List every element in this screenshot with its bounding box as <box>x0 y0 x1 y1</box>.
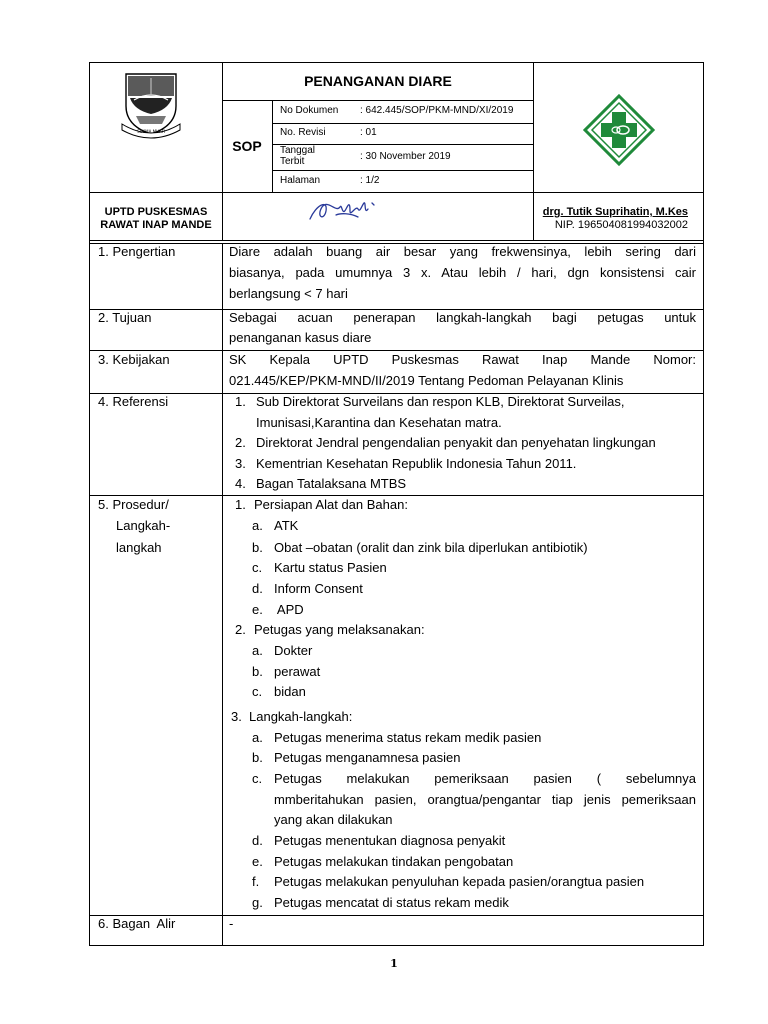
divider <box>272 170 534 171</box>
list-number: 3. <box>231 709 242 724</box>
list-item: Inform Consent <box>274 581 363 596</box>
list-letter: b. <box>252 540 263 555</box>
list-item: Obat –obatan (oralit dan zink bila diperlukan antibiotik) <box>274 540 588 555</box>
list-letter: a. <box>252 518 263 533</box>
list-letter: c. <box>252 771 263 786</box>
list-item: mmberitahukan pasien, orangtua/pengantar tiap jenis pemeriksaan <box>274 792 696 807</box>
divider <box>272 123 534 124</box>
bagan-alir-value: - <box>229 916 234 931</box>
list-letter: c. <box>252 684 263 699</box>
referensi-item: Kementrian Kesehatan Republik Indonesia Tahun 2011. <box>256 456 577 471</box>
list-letter: g. <box>252 895 263 910</box>
list-item: yang akan dilakukan <box>274 812 393 827</box>
table-top-border <box>89 62 704 63</box>
kebijakan-line: SK Kepala UPTD Puskesmas Rawat Inap Mande Nomor: <box>229 352 696 367</box>
list-item: bidan <box>274 684 306 699</box>
list-item: Petugas melakukan penyuluhan kepada pasien/orangtua pasien <box>274 874 645 889</box>
list-letter: d. <box>252 833 263 848</box>
regency-logo <box>118 70 184 140</box>
list-letter: c. <box>252 560 263 575</box>
list-number: 1. <box>235 497 246 512</box>
list-item: APD <box>274 602 304 617</box>
table-right-border <box>703 62 704 946</box>
list-letter: f. <box>252 874 260 889</box>
divider <box>89 915 704 916</box>
meta-label-halaman: Halaman <box>280 175 321 186</box>
list-item: Petugas menganamnesa pasien <box>274 750 461 765</box>
meta-value-no-dokumen: : 642.445/SOP/PKM-MND/XI/2019 <box>360 105 514 116</box>
divider <box>222 243 223 946</box>
list-letter: b. <box>252 664 263 679</box>
referensi-item: Bagan Tatalaksana MTBS <box>256 476 407 491</box>
referensi-item: Imunisasi,Karantina dan Kesehatan matra. <box>256 415 502 430</box>
section-label-bagan-alir: 6. Bagan Alir <box>98 916 176 931</box>
section-label-prosedur: Langkah- <box>116 518 171 533</box>
org-name-line2: RAWAT INAP MANDE <box>100 219 212 231</box>
document-title: PENANGANAN DIARE <box>304 73 452 89</box>
section-label-pengertian: 1. Pengertian <box>98 244 176 259</box>
divider <box>222 100 534 101</box>
table-bottom-border <box>89 945 704 946</box>
section-label-referensi: 4. Referensi <box>98 394 169 409</box>
meta-label-tanggal-terbit: Tanggal Terbit <box>280 145 316 167</box>
list-item: Petugas menerima status rekam medik pasien <box>274 730 542 745</box>
list-number: 2. <box>235 435 246 450</box>
list-number: 1. <box>235 394 246 409</box>
list-letter: b. <box>252 750 263 765</box>
meta-value-no-revisi: : 01 <box>360 127 377 138</box>
divider <box>89 240 704 241</box>
section-label-tujuan: 2. Tujuan <box>98 310 152 325</box>
list-letter: e. <box>252 854 263 869</box>
meta-value-tanggal-terbit: : 30 November 2019 <box>360 151 451 162</box>
list-item: Petugas mencatat di status rekam medik <box>274 895 509 910</box>
list-number: 4. <box>235 476 246 491</box>
list-item: Kartu status Pasien <box>274 560 387 575</box>
list-letter: a. <box>252 730 263 745</box>
group-title: Langkah-langkah: <box>249 709 353 724</box>
section-label-kebijakan: 3. Kebijakan <box>98 352 170 367</box>
list-letter: d. <box>252 581 263 596</box>
pengertian-line: biasanya, pada umumnya 3 x. Atau lebih / hari, dgn konsistensi cair <box>229 265 696 280</box>
list-number: 3. <box>235 456 246 471</box>
table-left-border <box>89 62 90 946</box>
list-letter: e. <box>252 602 263 617</box>
pengertian-line: Diare adalah buang air besar yang frekwensinya, lebih sering dari <box>229 244 696 259</box>
signer-nip: NIP. 196504081994032002 <box>554 219 688 231</box>
list-item: ATK <box>274 518 299 533</box>
meta-label-no-dokumen: No Dokumen <box>280 105 339 116</box>
tujuan-line: Sebagai acuan penerapan langkah-langkah bagi petugas untuk <box>229 310 696 325</box>
org-name-line1: UPTD PUSKESMAS <box>104 206 208 218</box>
divider <box>89 192 704 193</box>
divider <box>272 100 273 192</box>
list-item: Petugas melakukan pemeriksaan pasien ( sebelumnya <box>274 771 696 786</box>
page-number: 1 <box>390 957 398 970</box>
list-number: 2. <box>235 622 246 637</box>
referensi-item: Direktorat Jendral pengendalian penyakit dan penyehatan lingkungan <box>256 435 656 450</box>
tujuan-line: penanganan kasus diare <box>229 330 372 345</box>
referensi-item: Sub Direktorat Surveilans dan respon KLB, Direktorat Surveilas, <box>256 394 625 409</box>
section-label-prosedur: 5. Prosedur/ <box>98 497 169 512</box>
meta-value-halaman: : 1/2 <box>360 175 380 186</box>
svg-text:SUKMA MUKTI: SUKMA MUKTI <box>137 129 165 134</box>
group-title: Petugas yang melaksanakan: <box>254 622 425 637</box>
kebijakan-line: 021.445/KEP/PKM-MND/II/2019 Tentang Pedoman Pelayanan Klinis <box>229 373 624 388</box>
list-item: Petugas menentukan diagnosa penyakit <box>274 833 506 848</box>
puskesmas-logo <box>583 94 655 166</box>
list-item: Dokter <box>274 643 313 658</box>
signature-image <box>306 195 384 227</box>
list-item: Petugas melakukan tindakan pengobatan <box>274 854 514 869</box>
group-title: Persiapan Alat dan Bahan: <box>254 497 408 512</box>
signer-name: drg. Tutik Suprihatin, M.Kes <box>542 206 688 218</box>
meta-label-no-revisi: No. Revisi <box>280 127 326 138</box>
list-item: perawat <box>274 664 321 679</box>
list-letter: a. <box>252 643 263 658</box>
section-label-prosedur: langkah <box>116 540 162 555</box>
pengertian-line: berlangsung < 7 hari <box>229 286 348 301</box>
sop-label: SOP <box>232 138 262 154</box>
